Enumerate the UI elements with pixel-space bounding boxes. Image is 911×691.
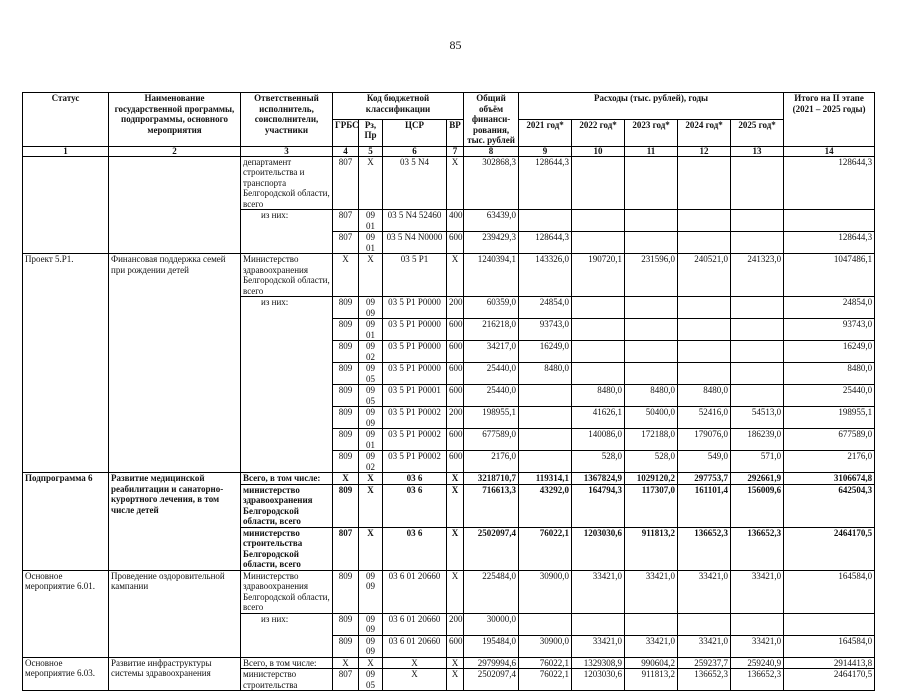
y2021-cell: 76022,1 — [519, 669, 572, 691]
vr-cell: 600 — [447, 451, 464, 473]
y2025-cell — [731, 363, 784, 385]
y2023-cell: 8480,0 — [625, 385, 678, 407]
y2025-cell — [731, 613, 784, 635]
status-cell: Основное мероприятие 6.03. — [23, 657, 109, 691]
col-index: 3 — [241, 146, 333, 156]
header-stage-total: Итого на II этапе (2021 – 2025 годы) — [784, 93, 875, 147]
rz-cell: Х — [359, 657, 383, 669]
vr-cell: 200 — [447, 407, 464, 429]
y2023-cell: 990604,2 — [625, 657, 678, 669]
grbs-cell: 809 — [333, 570, 359, 613]
y2022-cell: 528,0 — [572, 451, 625, 473]
csr-cell: Х — [383, 657, 447, 669]
col-index: 9 — [519, 146, 572, 156]
y2021-cell: 30900,0 — [519, 635, 572, 657]
total-cell: 60359,0 — [464, 297, 519, 319]
sum-cell: 2464170,5 — [784, 527, 875, 570]
y2023-cell: 231596,0 — [625, 254, 678, 297]
grbs-cell: 809 — [333, 451, 359, 473]
y2021-cell — [519, 407, 572, 429]
total-cell: 2979994,6 — [464, 657, 519, 669]
grbs-cell: Х — [333, 254, 359, 297]
y2023-cell — [625, 319, 678, 341]
grbs-cell: 807 — [333, 232, 359, 254]
rz-cell: 09 09 — [359, 613, 383, 635]
responsible-cell: из них: — [241, 297, 333, 473]
y2024-cell — [678, 341, 731, 363]
csr-cell: 03 5 Р1 Р0002 — [383, 429, 447, 451]
vr-cell: Х — [447, 570, 464, 613]
sum-cell: 16249,0 — [784, 341, 875, 363]
y2022-cell — [572, 297, 625, 319]
y2021-cell — [519, 613, 572, 635]
grbs-cell: 807 — [333, 527, 359, 570]
sum-cell: 128644,3 — [784, 232, 875, 254]
rz-cell: 09 01 — [359, 319, 383, 341]
grbs-cell: 807 — [333, 156, 359, 210]
grbs-cell: 809 — [333, 319, 359, 341]
y2022-cell — [572, 232, 625, 254]
y2023-cell: 528,0 — [625, 451, 678, 473]
y2022-cell — [572, 156, 625, 210]
total-cell: 25440,0 — [464, 385, 519, 407]
rz-cell: 09 01 — [359, 210, 383, 232]
y2022-cell: 190720,1 — [572, 254, 625, 297]
y2024-cell: 549,0 — [678, 451, 731, 473]
col-index: 13 — [731, 146, 784, 156]
program-cell: Развитие инфраструктуры системы здравоохранения — [109, 657, 241, 691]
y2025-cell: 33421,0 — [731, 635, 784, 657]
y2021-cell: 24854,0 — [519, 297, 572, 319]
col-index: 2 — [109, 146, 241, 156]
y2025-cell: 136652,3 — [731, 669, 784, 691]
y2024-cell — [678, 363, 731, 385]
y2021-cell: 76022,1 — [519, 657, 572, 669]
y2024-cell — [678, 297, 731, 319]
sum-cell: 2914413,8 — [784, 657, 875, 669]
header-responsible: Ответственный исполнитель, соисполнители, участники — [241, 93, 333, 147]
grbs-cell: 809 — [333, 635, 359, 657]
sum-cell: 1047486,1 — [784, 254, 875, 297]
header-2024: 2024 год* — [678, 119, 731, 146]
header-csr: ЦСР — [383, 119, 447, 146]
rz-cell: 09 02 — [359, 451, 383, 473]
y2025-cell — [731, 297, 784, 319]
y2024-cell: 8480,0 — [678, 385, 731, 407]
y2024-cell — [678, 156, 731, 210]
y2021-cell — [519, 210, 572, 232]
header-vr: ВР — [447, 119, 464, 146]
vr-cell: Х — [447, 657, 464, 669]
vr-cell: 200 — [447, 297, 464, 319]
y2025-cell: 54513,0 — [731, 407, 784, 429]
csr-cell: 03 6 — [383, 484, 447, 527]
rz-cell: 09 09 — [359, 407, 383, 429]
status-cell: Подпрограмма 6 — [23, 473, 109, 571]
sum-cell: 24854,0 — [784, 297, 875, 319]
grbs-cell: 809 — [333, 363, 359, 385]
y2023-cell — [625, 363, 678, 385]
sum-cell: 164584,0 — [784, 635, 875, 657]
vr-cell: 600 — [447, 635, 464, 657]
sum-cell: 164584,0 — [784, 570, 875, 613]
y2023-cell: 33421,0 — [625, 570, 678, 613]
y2024-cell: 259237,7 — [678, 657, 731, 669]
y2023-cell — [625, 156, 678, 210]
y2022-cell: 1367824,9 — [572, 473, 625, 485]
csr-cell: 03 5 N4 52460 — [383, 210, 447, 232]
rz-cell: 09 09 — [359, 570, 383, 613]
y2022-cell — [572, 210, 625, 232]
y2025-cell — [731, 232, 784, 254]
y2022-cell: 41626,1 — [572, 407, 625, 429]
csr-cell: 03 5 Р1 Р0002 — [383, 407, 447, 429]
rz-cell: 09 09 — [359, 635, 383, 657]
y2024-cell: 161101,4 — [678, 484, 731, 527]
vr-cell: Х — [447, 156, 464, 210]
rz-cell: Х — [359, 527, 383, 570]
y2023-cell: 911813,2 — [625, 527, 678, 570]
vr-cell: Х — [447, 669, 464, 691]
table-row — [23, 570, 875, 613]
y2024-cell: 136652,3 — [678, 669, 731, 691]
rz-cell: 09 05 — [359, 363, 383, 385]
y2024-cell — [678, 210, 731, 232]
rz-cell: Х — [359, 484, 383, 527]
csr-cell: 03 5 Р1 Р0000 — [383, 297, 447, 319]
csr-cell: Х — [383, 669, 447, 691]
sum-cell — [784, 210, 875, 232]
sum-cell: 642504,3 — [784, 484, 875, 527]
y2024-cell — [678, 232, 731, 254]
y2023-cell: 117307,0 — [625, 484, 678, 527]
vr-cell: 600 — [447, 429, 464, 451]
csr-cell: 03 6 — [383, 473, 447, 485]
y2022-cell: 1203030,6 — [572, 527, 625, 570]
y2021-cell: 30900,0 — [519, 570, 572, 613]
y2024-cell: 136652,3 — [678, 527, 731, 570]
col-index: 11 — [625, 146, 678, 156]
y2025-cell — [731, 385, 784, 407]
y2023-cell: 50400,0 — [625, 407, 678, 429]
y2025-cell: 136652,3 — [731, 527, 784, 570]
total-cell: 3218710,7 — [464, 473, 519, 485]
sum-cell: 2176,0 — [784, 451, 875, 473]
y2025-cell: 241323,0 — [731, 254, 784, 297]
header-2023: 2023 год* — [625, 119, 678, 146]
y2022-cell: 8480,0 — [572, 385, 625, 407]
y2021-cell: 119314,1 — [519, 473, 572, 485]
col-index: 5 — [359, 146, 383, 156]
col-index: 6 — [383, 146, 447, 156]
grbs-cell: 809 — [333, 613, 359, 635]
col-index: 12 — [678, 146, 731, 156]
total-cell: 216218,0 — [464, 319, 519, 341]
vr-cell: 600 — [447, 363, 464, 385]
header-2025: 2025 год* — [731, 119, 784, 146]
y2025-cell: 156009,6 — [731, 484, 784, 527]
total-cell: 225484,0 — [464, 570, 519, 613]
y2021-cell: 93743,0 — [519, 319, 572, 341]
responsible-cell: Всего, в том числе: — [241, 657, 333, 669]
y2022-cell — [572, 319, 625, 341]
y2024-cell: 52416,0 — [678, 407, 731, 429]
y2025-cell: 571,0 — [731, 451, 784, 473]
total-cell: 25440,0 — [464, 363, 519, 385]
budget-table — [22, 92, 875, 691]
header-total: Общий объём финанси-рования, тыс. рублей — [464, 93, 519, 147]
total-cell: 34217,0 — [464, 341, 519, 363]
csr-cell: 03 5 Р1 Р0001 — [383, 385, 447, 407]
rz-cell: Х — [359, 156, 383, 210]
y2022-cell: 1329308,9 — [572, 657, 625, 669]
y2023-cell: 33421,0 — [625, 635, 678, 657]
rz-cell: 09 09 — [359, 297, 383, 319]
page-number: 85 — [449, 38, 462, 52]
csr-cell: 03 5 Р1 Р0000 — [383, 319, 447, 341]
y2023-cell — [625, 210, 678, 232]
vr-cell: 600 — [447, 232, 464, 254]
csr-cell: 03 6 — [383, 527, 447, 570]
y2023-cell: 911813,2 — [625, 669, 678, 691]
col-index: 1 — [23, 146, 109, 156]
y2021-cell: 128644,3 — [519, 232, 572, 254]
y2021-cell — [519, 451, 572, 473]
y2025-cell: 33421,0 — [731, 570, 784, 613]
responsible-cell: из них: — [241, 210, 333, 254]
y2022-cell — [572, 613, 625, 635]
y2025-cell: 292661,9 — [731, 473, 784, 485]
responsible-cell: департамент строительства и транспорта Белгородской области, всего — [241, 156, 333, 210]
sum-cell: 8480,0 — [784, 363, 875, 385]
header-row-1 — [23, 93, 875, 120]
sum-cell: 677589,0 — [784, 429, 875, 451]
responsible-cell: Министерство здравоохранения Белгородской области, всего — [241, 254, 333, 297]
rz-cell: Х — [359, 473, 383, 485]
y2024-cell: 33421,0 — [678, 635, 731, 657]
vr-cell: 600 — [447, 319, 464, 341]
csr-cell: 03 5 Р1 — [383, 254, 447, 297]
header-2022: 2022 год* — [572, 119, 625, 146]
csr-cell: 03 5 Р1 Р0000 — [383, 341, 447, 363]
header-expenses: Расходы (тыс. рублей), годы — [519, 93, 784, 120]
y2022-cell: 164794,3 — [572, 484, 625, 527]
header-rz: Рз, Пр — [359, 119, 383, 146]
total-cell: 2176,0 — [464, 451, 519, 473]
total-cell: 677589,0 — [464, 429, 519, 451]
vr-cell: Х — [447, 527, 464, 570]
status-cell — [23, 156, 109, 254]
grbs-cell: Х — [333, 657, 359, 669]
y2023-cell — [625, 297, 678, 319]
col-index: 8 — [464, 146, 519, 156]
program-cell: Финансовая поддержка семей при рождении детей — [109, 254, 241, 473]
y2024-cell: 179076,0 — [678, 429, 731, 451]
vr-cell: 600 — [447, 341, 464, 363]
rz-cell: 09 01 — [359, 429, 383, 451]
rz-cell: 09 05 — [359, 385, 383, 407]
vr-cell: Х — [447, 473, 464, 485]
y2022-cell: 33421,0 — [572, 570, 625, 613]
y2025-cell — [731, 319, 784, 341]
header-program: Наименование государственной программы, подпрограммы, основного мероприятия — [109, 93, 241, 147]
y2021-cell: 128644,3 — [519, 156, 572, 210]
col-index: 14 — [784, 146, 875, 156]
total-cell: 2502097,4 — [464, 669, 519, 691]
grbs-cell: 809 — [333, 407, 359, 429]
table-row — [23, 156, 875, 210]
status-cell: Проект 5.Р1. — [23, 254, 109, 473]
y2023-cell — [625, 232, 678, 254]
total-cell: 30000,0 — [464, 613, 519, 635]
responsible-cell: Всего, в том числе: — [241, 473, 333, 485]
sum-cell: 25440,0 — [784, 385, 875, 407]
vr-cell: 600 — [447, 385, 464, 407]
total-cell: 63439,0 — [464, 210, 519, 232]
csr-cell: 03 5 N4 N0000 — [383, 232, 447, 254]
header-budget-code: Код бюджетной классификации — [333, 93, 464, 120]
total-cell: 716613,3 — [464, 484, 519, 527]
y2022-cell — [572, 363, 625, 385]
y2021-cell: 76022,1 — [519, 527, 572, 570]
sum-cell: 128644,3 — [784, 156, 875, 210]
csr-cell: 03 5 Р1 Р0002 — [383, 451, 447, 473]
y2022-cell — [572, 341, 625, 363]
y2025-cell — [731, 156, 784, 210]
rz-cell: 09 05 — [359, 669, 383, 691]
grbs-cell: 807 — [333, 669, 359, 691]
total-cell: 1240394,1 — [464, 254, 519, 297]
y2024-cell — [678, 613, 731, 635]
y2021-cell: 143326,0 — [519, 254, 572, 297]
y2022-cell: 1203030,6 — [572, 669, 625, 691]
program-cell: Проведение оздоровительной кампании — [109, 570, 241, 657]
grbs-cell: 809 — [333, 341, 359, 363]
table-row — [23, 254, 875, 297]
vr-cell: Х — [447, 484, 464, 527]
csr-cell: 03 6 01 20660 — [383, 613, 447, 635]
table-row — [23, 657, 875, 669]
y2025-cell — [731, 210, 784, 232]
header-grbs: ГРБС — [333, 119, 359, 146]
y2021-cell — [519, 385, 572, 407]
rz-cell: 09 02 — [359, 341, 383, 363]
y2024-cell: 33421,0 — [678, 570, 731, 613]
vr-cell: 200 — [447, 613, 464, 635]
grbs-cell: 809 — [333, 297, 359, 319]
vr-cell: 400 — [447, 210, 464, 232]
sum-cell — [784, 613, 875, 635]
y2023-cell — [625, 341, 678, 363]
y2024-cell — [678, 319, 731, 341]
responsible-cell: из них: — [241, 613, 333, 657]
total-cell: 239429,3 — [464, 232, 519, 254]
responsible-cell: министерство здравоохранения Белгородской области, всего — [241, 484, 333, 527]
y2021-cell: 16249,0 — [519, 341, 572, 363]
rz-cell: Х — [359, 254, 383, 297]
col-index: 7 — [447, 146, 464, 156]
grbs-cell: Х — [333, 473, 359, 485]
total-cell: 2502097,4 — [464, 527, 519, 570]
y2024-cell: 297753,7 — [678, 473, 731, 485]
total-cell: 198955,1 — [464, 407, 519, 429]
col-index: 4 — [333, 146, 359, 156]
header-status: Статус — [23, 93, 109, 147]
rz-cell: 09 01 — [359, 232, 383, 254]
csr-cell: 03 5 N4 — [383, 156, 447, 210]
program-cell: Развитие медицинской реабилитации и санаторно-курортного лечения, в том числе детей — [109, 473, 241, 571]
total-cell: 302868,3 — [464, 156, 519, 210]
y2025-cell — [731, 341, 784, 363]
col-index: 10 — [572, 146, 625, 156]
y2021-cell — [519, 429, 572, 451]
sum-cell: 3106674,8 — [784, 473, 875, 485]
program-cell — [109, 156, 241, 254]
table-row — [23, 473, 875, 485]
y2023-cell: 172188,0 — [625, 429, 678, 451]
y2021-cell: 8480,0 — [519, 363, 572, 385]
responsible-cell: Министерство здравоохранения Белгородской области, всего — [241, 570, 333, 613]
y2023-cell — [625, 613, 678, 635]
sum-cell: 93743,0 — [784, 319, 875, 341]
csr-cell: 03 6 01 20660 — [383, 570, 447, 613]
grbs-cell: 809 — [333, 429, 359, 451]
grbs-cell: 807 — [333, 210, 359, 232]
y2023-cell: 1029120,2 — [625, 473, 678, 485]
y2025-cell: 259240,9 — [731, 657, 784, 669]
csr-cell: 03 5 Р1 Р0000 — [383, 363, 447, 385]
sum-cell: 198955,1 — [784, 407, 875, 429]
y2021-cell: 43292,0 — [519, 484, 572, 527]
grbs-cell: 809 — [333, 385, 359, 407]
column-index-row — [23, 146, 875, 156]
vr-cell: Х — [447, 254, 464, 297]
csr-cell: 03 6 01 20660 — [383, 635, 447, 657]
y2022-cell: 140086,0 — [572, 429, 625, 451]
responsible-cell: министерство строительства — [241, 669, 333, 691]
responsible-cell: министерство строительства Белгородской области, всего — [241, 527, 333, 570]
status-cell: Основное мероприятие 6.01. — [23, 570, 109, 657]
sum-cell: 2464170,5 — [784, 669, 875, 691]
total-cell: 195484,0 — [464, 635, 519, 657]
y2025-cell: 186239,0 — [731, 429, 784, 451]
y2024-cell: 240521,0 — [678, 254, 731, 297]
header-2021: 2021 год* — [519, 119, 572, 146]
y2022-cell: 33421,0 — [572, 635, 625, 657]
grbs-cell: 809 — [333, 484, 359, 527]
